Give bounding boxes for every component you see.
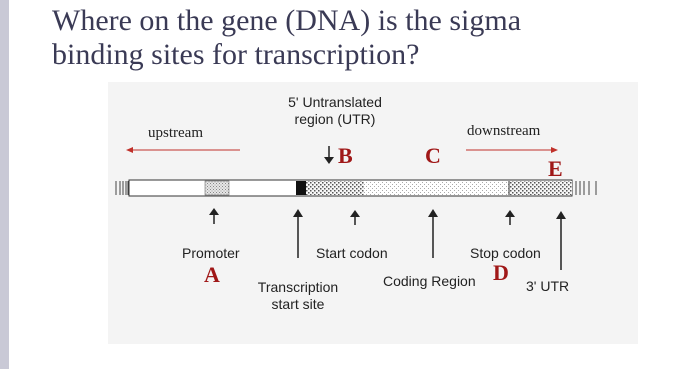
start-codon-label: Start codon xyxy=(316,245,388,261)
upstream-label: upstream xyxy=(148,125,203,141)
downstream-arrow xyxy=(466,147,558,153)
promoter-region xyxy=(205,181,229,195)
start-codon-up-arrow xyxy=(350,210,360,225)
utr5-label-line-1: 5' Untranslated xyxy=(288,94,382,110)
letter-a: A xyxy=(204,262,220,287)
utr3-label: 3' UTR xyxy=(526,278,570,294)
transcription-start-line-1: Transcription xyxy=(257,279,339,295)
letter-d: D xyxy=(493,260,509,285)
letter-b: B xyxy=(338,143,353,168)
letter-c: C xyxy=(425,143,441,168)
upstream-arrow xyxy=(126,147,240,153)
letter-e: E xyxy=(548,156,563,181)
utr3-up-arrow xyxy=(556,211,566,270)
transcription-start-line-2: start site xyxy=(271,296,325,312)
utr5-down-arrow xyxy=(324,146,334,164)
promoter-up-arrow xyxy=(209,208,219,224)
left-flanking-dna xyxy=(116,181,128,195)
question-title-line-1: Where on the gene (DNA) is the sigma xyxy=(52,4,522,37)
utr3-hatched-region xyxy=(509,181,572,195)
coding-region-label: Coding Region xyxy=(383,273,476,289)
coding-region-stippled xyxy=(364,181,509,195)
transcription-start-label xyxy=(250,279,346,313)
transcription-start-block xyxy=(296,181,306,195)
utr5-label-line-2: region (UTR) xyxy=(294,111,376,127)
utr5-hatched-region xyxy=(306,181,364,195)
promoter-label: Promoter xyxy=(182,245,240,261)
stop-codon-up-arrow xyxy=(505,210,515,225)
question-title-line-2: binding sites for transcription? xyxy=(52,38,420,71)
right-flanking-dna xyxy=(576,181,596,195)
downstream-label: downstream xyxy=(467,123,541,139)
coding-region-up-arrow xyxy=(428,209,438,258)
gene-bar xyxy=(129,180,572,196)
transcription-start-up-arrow xyxy=(293,209,303,258)
utr5-label xyxy=(287,94,383,128)
stop-codon-label: Stop codon xyxy=(470,245,541,261)
